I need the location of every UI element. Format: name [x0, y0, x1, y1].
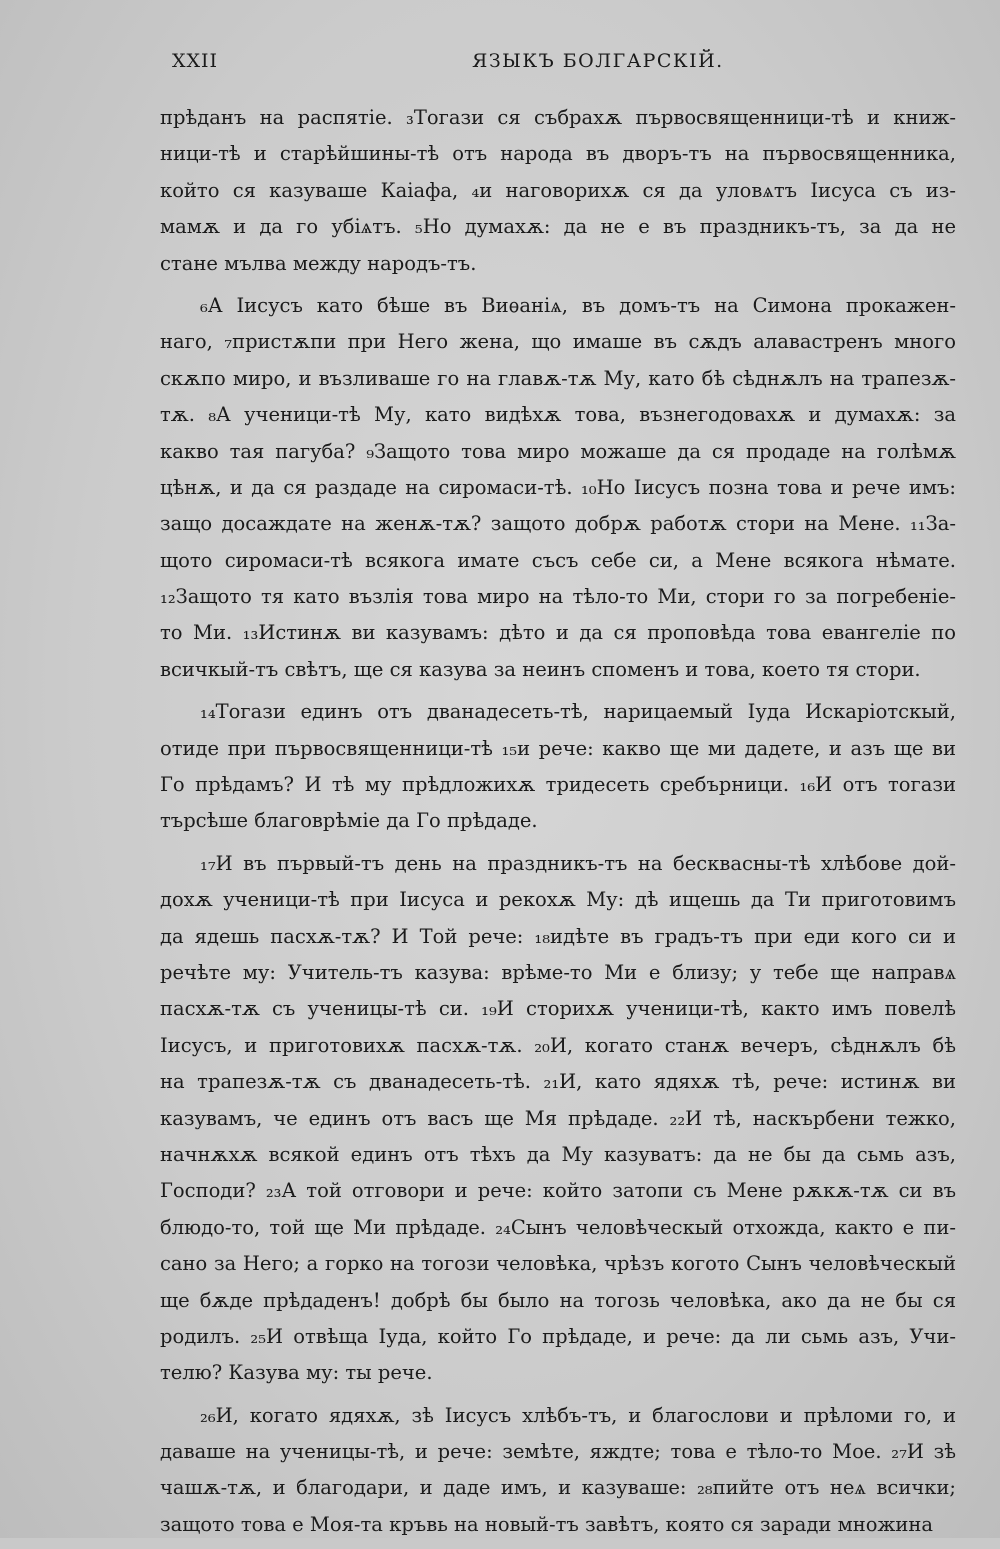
text-line: речѣте му: Учитель-тъ казува: врѣме-то Ми е близу; у тебе ще направѧ: [160, 960, 956, 984]
text-line: ници-тѣ и старѣйшины-тѣ отъ народа въ дворъ-тъ на първосвященника,: [160, 142, 956, 166]
text-line: блюдо-то, той ще Ми прѣдаде. ₂₄Сынъ человѣческый отхожда, както е пи-: [160, 1215, 956, 1239]
paragraph: [160, 100, 956, 282]
text-line: телю? Казува му: ты рече.: [160, 1361, 433, 1385]
text-line: ₁₄Тогази единъ отъ дванадесеть-тѣ, нарицаемый Іуда Искаріотскый,: [200, 700, 956, 724]
running-header: [172, 50, 962, 80]
text-line: отиде при първосвященници-тѣ ₁₅и рече: какво ще ми дадете, и азъ ще ви: [160, 736, 956, 760]
text-line: даваше на ученицы-тѣ, и рече: земѣте, яждте; това е тѣло-то Мое. ₂₇И зѣ: [160, 1440, 956, 1464]
text-line: на трапезѫ-тѫ съ дванадесеть-тѣ. ₂₁И, като ядяхѫ тѣ, рече: истинѫ ви: [160, 1070, 956, 1094]
paragraph: [160, 846, 956, 1392]
text-line: тѫ. ₈А ученици-тѣ Му, като видѣхѫ това, възнегодовахѫ и думахѫ: за: [160, 403, 956, 427]
text-line: да ядешь пасхѫ-тѫ? И Той рече: ₁₈идѣте въ градъ-тъ при еди кого си и: [160, 924, 956, 948]
text-line: търсѣше благоврѣміе да Го прѣдаде.: [160, 809, 538, 833]
text-line: то Ми. ₁₃Истинѫ ви казувамъ: дѣто и да ся проповѣда това евангеліе по: [160, 621, 956, 645]
text-line: ще бѫде прѣдаденъ! добрѣ бы было на тогозь человѣка, ако да не бы ся: [160, 1288, 956, 1312]
text-line: чашѫ-тѫ, и благодари, и даде имъ, и казуваше: ₂₈пийте отъ неѧ всички;: [160, 1476, 956, 1500]
paragraph: [160, 288, 956, 688]
text-line: защото това е Моя-та кръвь на новый-тъ завѣтъ, която ся заради множина: [160, 1512, 934, 1536]
text-line: Іисусъ, и приготовихѫ пасхѫ-тѫ. ₂₀И, когато станѫ вечеръ, сѣднѫлъ бѣ: [160, 1033, 956, 1057]
page-number: XXII: [172, 50, 219, 72]
text-line: всичкый-тъ свѣтъ, ще ся казува за неинъ споменъ и това, което тя стори.: [160, 657, 921, 681]
text-line: мамѫ и да го убіѧтъ. ₅Но думахѫ: да не е въ праздникъ-тъ, за да не: [160, 215, 956, 239]
text-line: родилъ. ₂₅И отвѣща Іуда, който Го прѣдаде, и рече: да ли сьмь азъ, Учи-: [160, 1324, 956, 1348]
text-line: дохѫ ученици-тѣ при Іисуса и рекохѫ Му: дѣ ищешь да Ти приготовимъ: [160, 888, 956, 912]
text-line: наго, ₇пристѫпи при Него жена, що имаше въ сѫдъ алавастренъ много: [160, 330, 956, 354]
paragraph: [160, 1398, 956, 1544]
text-line: сано за Него; а горко на тогози человѣка, чрѣзъ когото Сынъ человѣческый: [160, 1252, 956, 1276]
text-line: стане мълва между народъ-тъ.: [160, 251, 477, 275]
text-line: Господи? ₂₃А той отговори и рече: който затопи съ Мене рѫкѫ-тѫ си въ: [160, 1179, 956, 1203]
text-line: защо досаждате на женѫ-тѫ? защото добрѫ работѫ стори на Мене. ₁₁За-: [160, 512, 956, 536]
text-line: щото сиромаси-тѣ всякога имате съсъ себе си, а Мене всякога нѣмате.: [160, 548, 956, 572]
running-title: ЯЗЫКЪ БОЛГАРСКІЙ.: [472, 50, 724, 72]
text-line: ₂₆И, когато ядяхѫ, зѣ Іисусъ хлѣбъ-тъ, и благослови и прѣломи го, и: [200, 1403, 956, 1427]
text-line: казувамъ, че единъ отъ васъ ще Мя прѣдаде. ₂₂И тѣ, наскърбени тежко,: [160, 1106, 956, 1130]
text-line: прѣданъ на распятіе. ₃Тогази ся събрахѫ първосвященници-тѣ и книж-: [160, 106, 956, 129]
text-line: който ся казуваше Каіафа, ₄и наговорихѫ ся да уловѧтъ Іисуса съ из-: [160, 178, 956, 202]
text-line: цѣнѫ, и да ся раздаде на сиромаси-тѣ. ₁₀Но Іисусъ позна това и рече имъ:: [160, 475, 956, 499]
text-line: ₁₇И въ първый-тъ день на праздникъ-тъ на бесквасны-тѣ хлѣбове дой-: [200, 851, 956, 875]
paragraph: [160, 694, 956, 840]
text-line: какво тая пагуба? ₉Защото това миро можаше да ся продаде на голѣмѫ: [160, 439, 956, 463]
text-line: пасхѫ-тѫ съ ученицы-тѣ си. ₁₉И сторихѫ ученици-тѣ, както имъ повелѣ: [160, 997, 956, 1021]
text-line: ₁₂Защото тя като възлія това миро на тѣло-то Ми, стори го за погребеніе-: [160, 585, 956, 609]
text-line: скѫпо миро, и възливаше го на главѫ-тѫ Му, като бѣ сѣднѫлъ на трапезѫ-: [160, 366, 956, 390]
text-body: [160, 100, 956, 1549]
text-line: ₆А Іисусъ като бѣше въ Виѳаніѧ, въ домъ-тъ на Симона прокажен-: [200, 293, 956, 317]
text-line: начнѫхѫ всякой единъ отъ тѣхъ да Му казуватъ: да не бы да сьмь азъ,: [160, 1142, 956, 1166]
text-line: Го прѣдамъ? И тѣ му прѣдложихѫ тридесеть сребърници. ₁₆И отъ тогази: [160, 773, 956, 797]
